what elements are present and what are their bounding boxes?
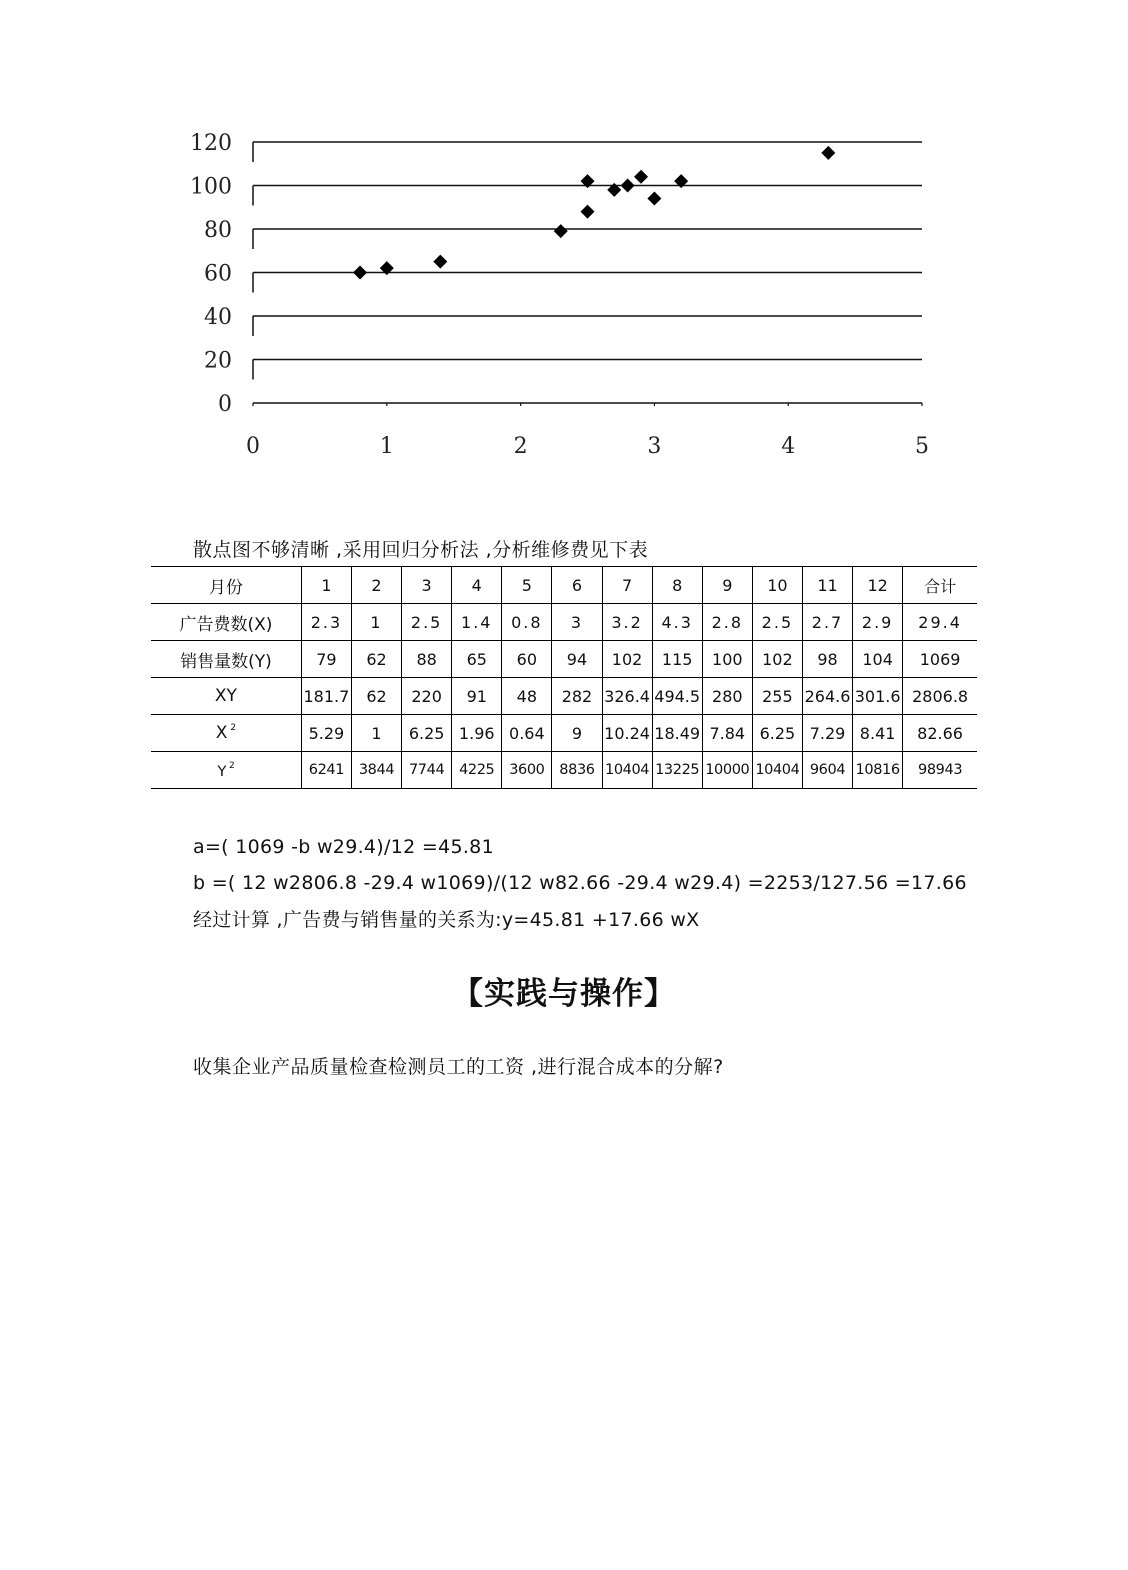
question-text: 收集企业产品质量检查检测员工的工资 ,进行混合成本的分解?: [193, 1056, 724, 1078]
table-cell: 10816: [853, 752, 903, 789]
table-cell: 102: [752, 641, 802, 678]
data-point: [353, 266, 367, 280]
table-cell: 3: [402, 567, 452, 604]
table-cell: 280: [702, 678, 752, 715]
regression-table: [151, 566, 977, 789]
intro-text: 散点图不够清晰 ,采用回归分析法 ,分析维修费见下表: [193, 539, 649, 561]
table-row: [151, 678, 977, 715]
data-point: [433, 255, 447, 269]
x-tick-label: 4: [781, 434, 796, 459]
table-cell: 11: [802, 567, 852, 604]
row-label: 销售量数(Y): [151, 641, 301, 678]
table-cell: 1.4: [452, 604, 502, 641]
table-cell: 29.4: [903, 604, 977, 641]
table-cell: 2.5: [752, 604, 802, 641]
table-cell: 6: [552, 567, 602, 604]
table-cell: 62: [351, 678, 401, 715]
data-point: [634, 170, 648, 184]
x-tick-label: 1: [379, 434, 394, 459]
table-row: [151, 715, 977, 752]
row-label: 广告费数(X): [151, 604, 301, 641]
row-label: XY: [151, 678, 301, 715]
table-cell: 9604: [802, 752, 852, 789]
table-cell: 4.3: [652, 604, 702, 641]
table-cell: 220: [402, 678, 452, 715]
table-cell: 91: [452, 678, 502, 715]
x-tick-label: 0: [246, 434, 260, 459]
table-row: [151, 641, 977, 678]
table-cell: 3600: [502, 752, 552, 789]
table-cell: 8.41: [853, 715, 903, 752]
y-tick-label: 80: [204, 218, 232, 243]
table-cell: 6.25: [752, 715, 802, 752]
table-cell: 2: [351, 567, 401, 604]
formula-b: b =( 12 w2806.8 -29.4 w1069)/(12 w82.66 -29.4 w29.4) =2253/127.56 =17.66: [193, 872, 967, 894]
table-cell: 0.8: [502, 604, 552, 641]
data-point: [821, 146, 835, 160]
table-cell: 2.3: [301, 604, 351, 641]
table-cell: 3844: [351, 752, 401, 789]
scatter-chart: [180, 120, 950, 470]
table-cell: 115: [652, 641, 702, 678]
table-cell: 60: [502, 641, 552, 678]
table-cell: 326.4: [602, 678, 652, 715]
table-cell: 12: [853, 567, 903, 604]
table-cell: 48: [502, 678, 552, 715]
table-cell: 3.2: [602, 604, 652, 641]
table-cell: 9: [552, 715, 602, 752]
formula-a: a=( 1069 -b w29.4)/12 =45.81: [193, 836, 494, 858]
y-tick-label: 0: [218, 392, 232, 417]
table-cell: 65: [452, 641, 502, 678]
table-cell: 264.6: [802, 678, 852, 715]
row-label: X $^2$: [151, 715, 301, 752]
table-cell: 10404: [752, 752, 802, 789]
table-cell: 1: [351, 604, 401, 641]
table-cell: 13225: [652, 752, 702, 789]
row-label: Y $^2$: [151, 752, 301, 789]
table-cell: 0.64: [502, 715, 552, 752]
section-title: 【实践与操作】: [452, 976, 676, 1012]
result-text: 经过计算 ,广告费与销售量的关系为:y=45.81 +17.66 wX: [193, 909, 700, 931]
table-cell: 88: [402, 641, 452, 678]
table-cell: 7: [602, 567, 652, 604]
data-point: [621, 179, 635, 193]
table-cell: 282: [552, 678, 602, 715]
table-cell: 7744: [402, 752, 452, 789]
table-cell: 255: [752, 678, 802, 715]
table-cell: 2.5: [402, 604, 452, 641]
table-cell: 181.7: [301, 678, 351, 715]
y-tick-label: 120: [190, 131, 232, 156]
table-row: [151, 604, 977, 641]
table-cell: 98: [802, 641, 852, 678]
table-cell: 6.25: [402, 715, 452, 752]
table-cell: 2.9: [853, 604, 903, 641]
table-cell: 79: [301, 641, 351, 678]
y-tick-label: 40: [204, 305, 232, 330]
data-point: [581, 205, 595, 219]
table-cell: 8: [652, 567, 702, 604]
x-tick-label: 2: [513, 434, 528, 459]
table-cell: 1.96: [452, 715, 502, 752]
table-cell: 9: [702, 567, 752, 604]
table-cell: 5: [502, 567, 552, 604]
y-tick-label: 20: [204, 348, 232, 374]
table-cell: 1: [301, 567, 351, 604]
table-cell: 98943: [903, 752, 977, 789]
table-cell: 102: [602, 641, 652, 678]
table-cell: 6241: [301, 752, 351, 789]
table-row: [151, 567, 977, 604]
x-tick-label: 3: [647, 434, 662, 459]
table-cell: 94: [552, 641, 602, 678]
table-cell: 8836: [552, 752, 602, 789]
table-cell: 62: [351, 641, 401, 678]
data-point: [647, 192, 661, 206]
table-cell: 104: [853, 641, 903, 678]
table-row: [151, 752, 977, 789]
table-cell: 18.49: [652, 715, 702, 752]
table-cell: 4225: [452, 752, 502, 789]
table-cell: 4: [452, 567, 502, 604]
table-cell: 7.84: [702, 715, 752, 752]
table-cell: 7.29: [802, 715, 852, 752]
table-cell: 82.66: [903, 715, 977, 752]
table-cell: 5.29: [301, 715, 351, 752]
table-cell: 1: [351, 715, 401, 752]
row-label: 月份: [151, 567, 301, 604]
table-cell: 100: [702, 641, 752, 678]
y-tick-label: 100: [190, 174, 232, 200]
table-cell: 494.5: [652, 678, 702, 715]
table-cell: 合计: [903, 567, 977, 604]
table-cell: 3: [552, 604, 602, 641]
data-point: [554, 224, 568, 238]
x-tick-label: 5: [915, 434, 929, 459]
table-cell: 10: [752, 567, 802, 604]
table-cell: 10.24: [602, 715, 652, 752]
table-cell: 301.6: [853, 678, 903, 715]
table-cell: 2.7: [802, 604, 852, 641]
table-cell: 10404: [602, 752, 652, 789]
y-tick-label: 60: [204, 261, 232, 287]
table-cell: 2806.8: [903, 678, 977, 715]
table-cell: 2.8: [702, 604, 752, 641]
table-cell: 10000: [702, 752, 752, 789]
table-cell: 1069: [903, 641, 977, 678]
